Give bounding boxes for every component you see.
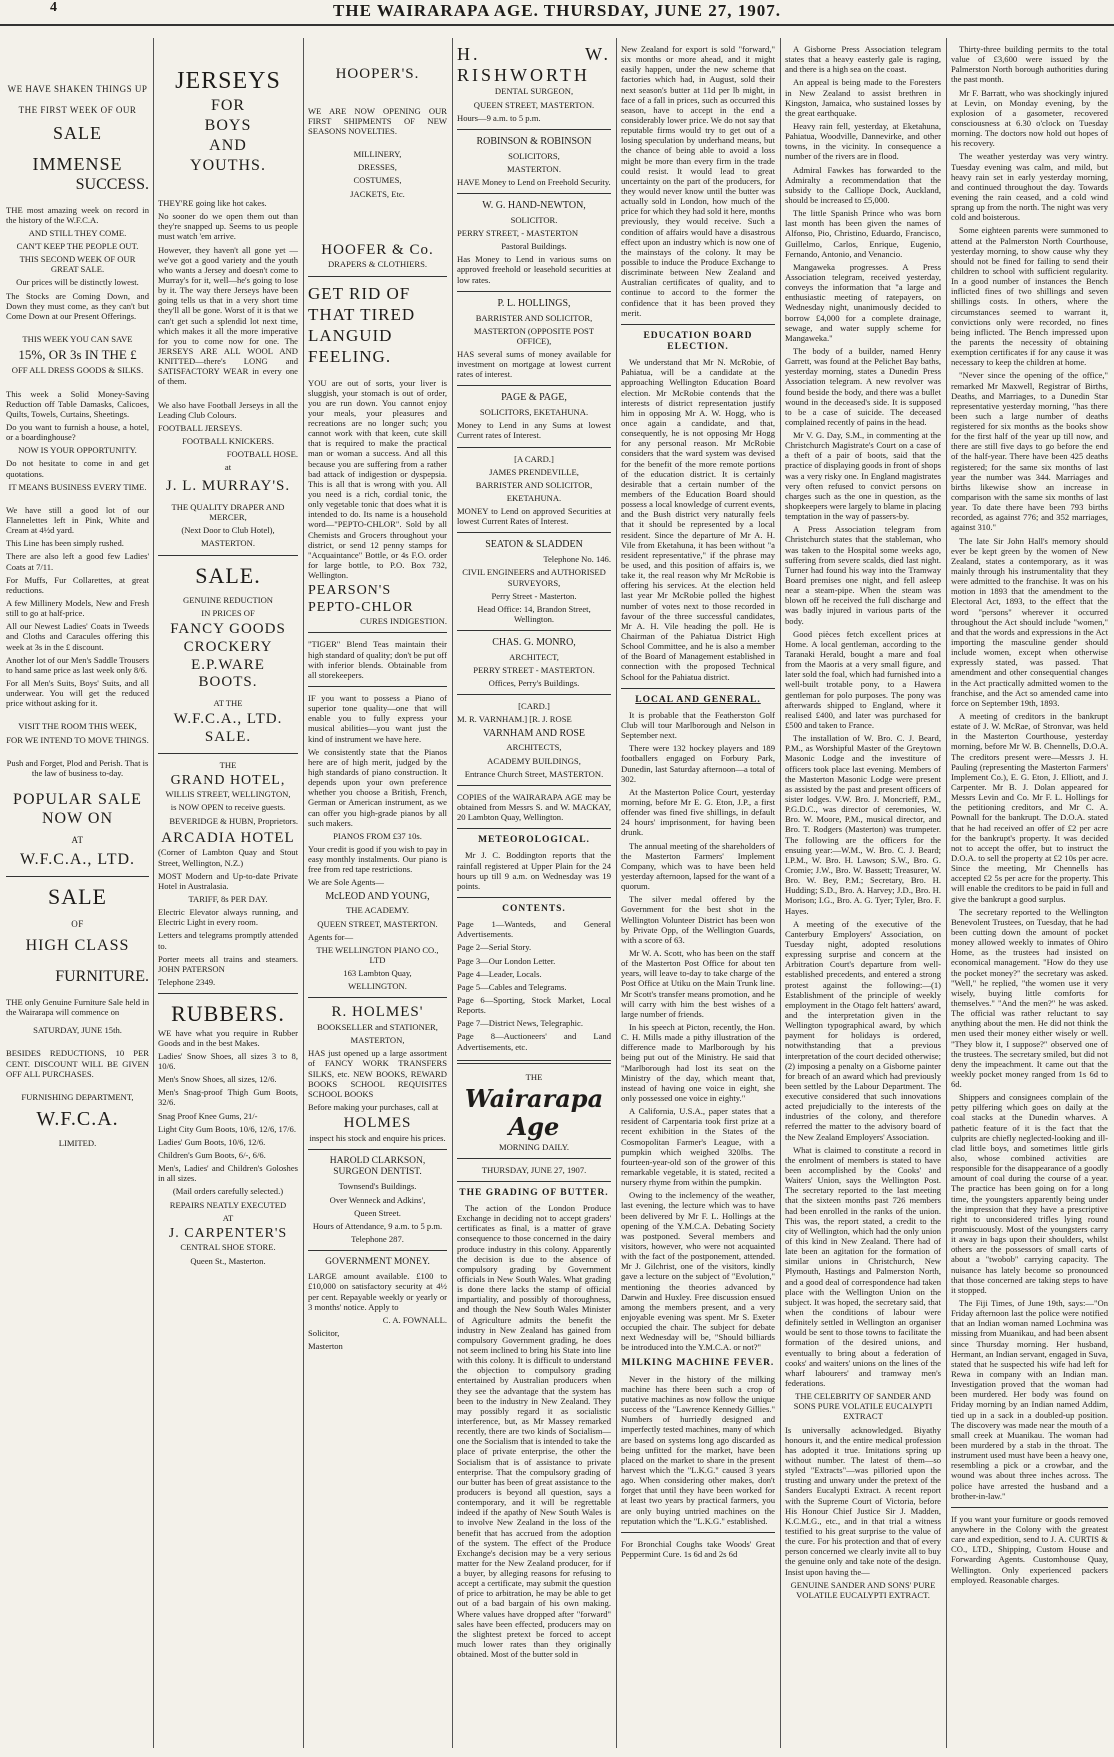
newspaper-title: THE WAIRARAPA AGE. THURSDAY, JUNE 27, 1907. <box>333 1 781 20</box>
news-item: There were 132 hockey players and 189 footballers engaged on Forbury Park, Dunedin, last Saturday afternoon—a total of 302. <box>621 743 775 784</box>
news-item: The weather yesterday was very wintry. Tuesday evening was calm, and mild, but heavy rain set in early yesterday morning, and continued throughout the day. Towards evening the rain ceased, and a cold wind sprang up from the north. The night was very cold and boisterous. <box>951 151 1108 223</box>
body-text: LIMITED. <box>58 1137 97 1148</box>
body-text: SOLICITORS, <box>508 150 560 161</box>
body-text: Masterton <box>308 1341 343 1352</box>
body-text: THE QUALITY DRAPER AND MERCER, <box>171 502 285 523</box>
body-text: Porter meets all trains and steamers. JOHN PATERSON <box>158 953 298 974</box>
get-rid-heading: GET RID OF <box>308 283 411 303</box>
rubbers-heading: RUBBERS. <box>171 1001 285 1027</box>
body-text: Over Wenneck and Adkins', <box>329 1194 426 1205</box>
popular-sale: POPULAR SALE <box>13 790 142 808</box>
body-text: SOLICITOR. <box>510 214 558 225</box>
body-text: YOU are out of sorts, your liver is sluggish, your stomach is out of order, you are run down. You cannot enjoy your meals, your pleasures and recreations are no longer such; you cannot work with that keen, cute skill that is required to make the practical man or woman a success. And all this because you are suffering from a rather bad attack of indigestion or dyspepsia. This is all that is wrong with you. All you need is a rich, cordial tonic, the only vegetable tonic that does what it is intended to do. Its name is a household word—"PEPTO-CHLOR". Sold by all Chemists and Grocers throughout your district, or send 12 penny stamps for "Acquaintance" Bottle, or 4s F.O. order for large bottle, to P.O. Box 732, Wellington. <box>308 377 447 581</box>
column-4-professional-cards <box>457 44 611 1744</box>
contents-item: Page 1—Wanteds, and General Advertisements. <box>457 919 611 940</box>
body-text: HAVE Money to Lend on Freehold Security. <box>457 176 611 187</box>
body-text: THE most amazing week on record in the history of the W.F.C.A. <box>6 204 149 225</box>
news-item: The silver medal offered by the Government for the best shot in the Wellington Volunteer District has been won by Private Opp, of the Wellington Guards, with a score of 63. <box>621 894 775 945</box>
body-text: OFF ALL DRESS GOODS & SILKS. <box>11 365 144 376</box>
body-text: For all Men's Suits, Boys' Suits, and all underwear. You will get the reduced price without asking for it. <box>6 677 149 709</box>
news-item: It is probable that the Featherston Golf Club will tour Marlborough and Nelson in September next. <box>621 709 775 741</box>
education-heading: EDUCATION BOARD ELECTION. <box>643 330 753 352</box>
news-item: An appeal is being made to the Foresters in New Zealand to assist brethren in Kingston, Jamaica, who sustained losses by the great earthquake. <box>785 77 941 118</box>
page-name: PAGE & PAGE, <box>501 392 567 404</box>
immense-heading: IMMENSE <box>32 154 123 175</box>
ep-ware: E.P.WARE <box>191 656 265 673</box>
murray-name: J. L. MURRAY'S. <box>165 478 291 495</box>
body-text: There are also left a good few Ladies' Coats at 7/11. <box>6 551 149 572</box>
body-text: GENUINE REDUCTION <box>183 595 273 606</box>
body-text: COPIES of the WAIRARAPA AGE may be obtained from Messrs S. and W. MACKAY, 20 Lambton Quay, Wellington. <box>457 791 611 823</box>
get-rid-heading: LANGUID <box>308 326 393 345</box>
body-text: FOR WE INTEND TO MOVE THINGS. <box>6 734 149 745</box>
news-item: Mr W. A. Scott, who has been on the staff of the Masterton Post Office for about ten years, will leave to-day to take charge of the Post Office at Utiku on the Main Trunk line. Mr Scott's transfer means promotion, and he will carry with him the best wishes of a large number of friends. <box>621 948 775 1019</box>
varnham-name: VARNHAM AND ROSE <box>482 727 586 739</box>
body-text: We are Sole Agents— <box>308 877 384 888</box>
news-item: At the Masterton Police Court, yesterday morning, before Mr E. G. Eton, J.P., a first offender was fined five shillings, in default 24 hours' imprisonment, for having been drunk. <box>621 786 775 838</box>
body-text: Before making your purchases, call at <box>308 1102 439 1113</box>
high-class: HIGH CLASS <box>25 937 130 955</box>
sale-heading-3: SALE. <box>204 728 252 745</box>
body-text: Queen Street. <box>354 1207 401 1218</box>
sale-heading: SALE <box>53 123 102 144</box>
contents-item: Page 8—Auctioneers' and Land Advertisements, etc. <box>457 1031 611 1052</box>
for-label: FOR <box>210 97 246 114</box>
news-item: The annual meeting of the shareholders of the Masterton Farmers' Implement Company, which was to have been held yesterday afternoon, lapsed for the want of a quorum. <box>621 840 775 892</box>
contents-item: Page 4—Leader, Locals. <box>457 968 542 979</box>
boys-label: BOYS <box>204 117 252 134</box>
body-text: FURNISHING DEPARTMENT, <box>21 1091 134 1102</box>
body-text: CURES INDIGESTION. <box>360 616 447 627</box>
furniture-heading: FURNITURE. <box>55 968 149 986</box>
fancy-goods: FANCY GOODS <box>170 621 286 638</box>
body-text: Offices, Perry's Buildings. <box>488 678 580 689</box>
success-heading: SUCCESS. <box>75 175 149 193</box>
column-6-news <box>785 44 941 1744</box>
body-text: QUEEN STREET, MASTERTON. <box>473 99 595 110</box>
body-text: is NOW OPEN to receive guests. <box>170 802 286 813</box>
body-text: This Line has been simply rushed. <box>6 538 124 549</box>
body-text: (Next Door to Club Hotel), <box>181 525 275 536</box>
newspaper-nameplate: Wairarapa Age <box>464 1083 604 1142</box>
local-general-heading: LOCAL AND GENERAL. <box>635 694 761 705</box>
curtis-advert: If you want your furniture or goods removed anywhere in the Colony with the greatest care and expedition, send to J. A. CURTIS & CO., LTD., Shipping, Custom House and Forwarding Agents. Customhouse Quay, Wellington. Only experienced packers employed. Reasonable charges. <box>951 1513 1108 1585</box>
body-text: PERRY STREET, - MASTERTON <box>457 228 579 239</box>
column-2-murray-advert <box>158 44 298 1744</box>
get-rid-heading: FEELING. <box>308 347 392 367</box>
body-text: WE have what you require in Rubber Goods and in the best Makes. <box>158 1027 298 1048</box>
body-text: MOST Modern and Up-to-date Private Hotel in Australasia. <box>158 870 298 891</box>
body-text: JACKETS, Etc. <box>350 188 405 199</box>
body-text: THIS WEEK YOU CAN SAVE <box>22 333 133 344</box>
column-rule <box>780 38 781 1748</box>
body-text: CAN'T KEEP THE PEOPLE OUT. <box>16 240 139 251</box>
body-text: HAS several sums of money available for investment on mortgage at lowest current rates of interest. <box>457 348 611 380</box>
carpenter-name: J. CARPENTER'S <box>168 1225 288 1241</box>
youths-label: YOUTHS. <box>190 157 266 174</box>
body-text: MASTERTON (OPPOSITE POST OFFICE), <box>473 325 595 346</box>
hollings-name: P. L. HOLLINGS, <box>497 297 571 309</box>
body-text: Men's Snow Shoes, all sizes, 12/6. <box>158 1074 277 1085</box>
body-text: THE <box>219 759 237 770</box>
wfca-name: W.F.C.A., LTD. <box>173 711 283 728</box>
news-item: The little Spanish Prince who was born last month has been given the names of Alfonso, Pio, Christino, Eduardo, Francisco, Guillelmo, Carlos, Enrique, Eugenio, Fernando, Antonio, and Venancio. <box>785 208 941 259</box>
body-text: CIVIL ENGINEERS and AUTHORISED SURVEYORS, <box>462 567 606 588</box>
mcleod-young: McLEOD AND YOUNG, <box>325 890 430 902</box>
column-rule <box>946 38 947 1748</box>
body-text: A few Millinery Models, New and Fresh still to go at half-price. <box>6 597 149 619</box>
news-item: Heavy rain fell, yesterday, at Eketahuna, Pahiatua, Woodville, Dannevirke, and other towns, in the vicinity. In consequence a number of the rivers are in flood. <box>785 120 941 162</box>
monro-name: CHAS. G. MONRO, <box>492 637 576 649</box>
body-text: AT THE <box>213 698 243 709</box>
body-text: TARIFF, 8s PER DAY. <box>188 894 268 904</box>
body-text: LARGE amount available. £100 to £10,000 on satisfactory security at 4½ per cent. Repayable weekly or yearly or 3 months' notice. Apply to <box>308 1271 447 1312</box>
clarkson-name: HAROLD CLARKSON, SURGEON DENTIST. <box>329 1156 426 1178</box>
news-item: A Gisborne Press Association telegram states that a heavy easterly gale is raging, and there is a high sea on the coast. <box>785 44 941 75</box>
body-text: THE WELLINGTON PIANO CO., LTD <box>316 944 439 965</box>
body-text: SOLICITORS, EKETAHUNA. <box>479 407 589 418</box>
body-text: FOOTBALL HOSE. <box>226 449 298 460</box>
body-text: inspect his stock and enquire his prices. <box>309 1132 446 1143</box>
news-item: A meeting of creditors in the bankrupt estate of J. W. McRae, of Stronvar, was held in the Masterton Courthouse, yesterday morning, before Mr W. B. Chennells, D.O.A. The creditors present were—Messrs J. H. Pauling (representing the Masterton Farmers' Implement Co.), E. G. Eton, J. Elliott, and J. Carpenter. Mr B. J. Dolan appeared for Messrs Levin and Co. Mr F. L. Hollings for the petitioning creditors, and Mr C. A. Pownall for the bankrupt. The D.O.A. stated that he had received an offer of £2 per acre for the bankrupt's property. It was decided not to accept the offer, but to instruct the D.O.A. to sell the property at £2 10s per acre. Since the meeting, Mr Chennells has accepted £2 5s per acre for the property. This will enable the creditors to be paid in full and give the bankrupt a good surplus. <box>951 711 1108 904</box>
news-item: A California, U.S.A., paper states that a resident of Carpentaria took first prize at a recent exhibition in the States of the Cosmopolitan Farmer's League, with a pumpkin which weighed 320lbs. The fourteen-year-old son of the grower of this remarkable vegetable, it is stated, recited a nursery rhyme from within the pumpkin. <box>621 1106 775 1188</box>
news-item: A Press Association telegram from Christchurch states that the stableman, who was taken to the Hospital some weeks ago, suffering from severe scalds, died last night. Turner had found his way into the Tramway Board premises one night, and fell asleep near a steam-pipe. When the steam was blown off he received the full discharge and was badly injured in various parts of the body. <box>785 524 941 626</box>
body-text: Telephone 287. <box>351 1233 404 1244</box>
body-text: BOOKSELLER and STATIONER, <box>317 1022 438 1033</box>
column-rule <box>616 38 617 1748</box>
body-text: New Zealand for export is sold "forward," six months or more ahead, and it might easily happen, under the new scheme that factories which had, in August, sold their next season's butter at 11d per lb might, in face of a fall in prices, such as occurred this season, have to accept in the end a considerably lower price. We do not say that reputable firms would try to get out of a losing speculation by underhand means, but the chance of being able to avoid a loss might be more than every firm in the trade could resist. It would lead to great uncertainty on the part of the producers, for they would never know until the butter was actually sold in London, how much of the price for which they had sold it here, months previously, they would receive. Such a condition of affairs would have a disastrous effect upon an industry which is now one of the mainstays of the colony. It may be possible to induce the Produce Exchange to discriminate between New Zealand and Australian certificates of quality, and to continue to accord to the former the confidence that it has been proved they merit. <box>621 44 775 318</box>
body-text: Hours of Attendance, 9 a.m. to 5 p.m. <box>312 1220 443 1231</box>
body-text: This week a Solid Money-Saving Reduction off Table Damasks, Calicoes, Quilts, Towels, Curtains, Sheetings. <box>6 388 149 419</box>
body-text: IF you want to possess a Piano of superior tone quality—one that will enable you to fully express your musical abilities—you want just the kind of instrument we have here. <box>308 693 447 744</box>
news-item: Some eighteen parents were summoned to attend at the Palmerston North Courthouse, yesterday morning, to show cause why they should not be fined for failing to send their children to school with sufficient regularity. In a good number of instances the Bench inflicted fines of two shillings and seven shillings costs. In others, where the circumstances seemed to warrant it, convictions only were recorded, no fines being inflicted. The Bench impressed upon the parents the necessity of obtaining exemption certificates if for any cause it was necessary to keep the children at home. <box>951 225 1108 368</box>
news-item: A meeting of the executive of the Canterbury Employers' Association, on Tuesday night, adopted resolutions expressing surprise and concern at the Arbitration Court's departure from well-established precedents, and entered a strong protest against the following:—(1) Establishment of the principle of weekly employment in the Otago felt hatters' award, and the interpretation given in the Wellington typographical award, by which payment for holidays is ordered, notwithstanding that a previous interpretation of the court decided otherwise; (2) imposing a penalty on a Gisborne painter for breach of an award which had previously been settled by the Labour Department. The executive considered that such innovations acted prejudicially to the interests of the industries of the colony, and therefore referred the matter to the advisory board of the New Zealand Employers' Association. <box>785 918 941 1142</box>
robinson-name: ROBINSON & ROBINSON <box>476 135 592 147</box>
body-text: QUEEN STREET, MASTERTON. <box>317 918 438 929</box>
body-text: MILLINERY, <box>353 149 402 160</box>
body-text: Your credit is good if you wish to pay in easy monthly instalments. Our piano is free from red tape restrictions. <box>308 844 447 875</box>
now-on: NOW ON <box>41 809 114 827</box>
crockery: CROCKERY <box>183 639 273 656</box>
column-rule <box>153 38 154 1748</box>
body-text: For Bronchial Coughs take Woods' Great Peppermint Cure. 1s 6d and 2s 6d <box>621 1538 775 1559</box>
body-text: 163 Lambton Quay, <box>343 968 412 979</box>
body-text: C. A. FOWNALL. <box>382 1314 447 1325</box>
body-text: Telephone No. 146. <box>543 554 611 565</box>
sale-heading: SALE. <box>195 562 261 588</box>
body-text: THE ACADEMY. <box>346 905 409 916</box>
intro-line: THE FIRST WEEK OF OUR <box>18 104 137 115</box>
of-label: OF <box>71 918 84 929</box>
body-text: (Mail orders carefully selected.) <box>172 1186 284 1197</box>
jerseys-heading: JERSEYS <box>175 68 281 94</box>
at-label: AT <box>71 834 84 845</box>
holmes-name: R. HOLMES' <box>331 1004 424 1021</box>
body-text: THE <box>525 1071 543 1082</box>
body-text: Agents for— <box>308 931 354 942</box>
body-text: Push and Forget, Plod and Perish. That is the law of business to-day. <box>6 757 149 778</box>
body-text: Electric Elevator always running, and Electric Light in every room. <box>158 907 298 928</box>
body-text: MASTERTON, <box>350 1035 405 1046</box>
body-text: REPAIRS NEATLY EXECUTED <box>169 1199 287 1210</box>
body-text: (Corner of Lambton Quay and Stout Street, Wellington, N.Z.) <box>158 847 298 868</box>
body-text: Children's Gum Boots, 6/-, 6/6. <box>158 1150 266 1161</box>
boots: BOOTS. <box>198 674 258 691</box>
body-text: Men's Snag-proof Thigh Gum Boots, 32/6. <box>158 1087 298 1108</box>
body-text: DENTAL SURGEON, <box>494 86 574 97</box>
body-text: MASTERTON. <box>507 163 561 174</box>
contents-item: Page 7—District News, Telegraphic. <box>457 1018 583 1029</box>
body-text: MASTERTON. <box>201 538 255 549</box>
discount-line: 15%, OR 3s IN THE £ <box>18 347 137 363</box>
body-text: CENTRAL SHOE STORE. <box>180 1242 276 1253</box>
body-text: Pastoral Buildings. <box>501 241 567 252</box>
body-text: IT MEANS BUSINESS EVERY TIME. <box>8 481 147 492</box>
hoofer-name: HOOFER & Co. <box>321 241 434 258</box>
news-item: Good pièces fetch excellent prices at Home. A local gentleman, according to the Taranaki Herald, bought a mare and foal from the Maoris at a very small figure, and later sold the foal, which had furnished into a well-built trotable pony, to a Hawera gentleman for polo purposes. The pony was afterwards shipped to England, where it realised £400, and later was purchased for £500 and taken to France. <box>785 628 941 730</box>
contents-item: Page 3—Our London Letter. <box>457 955 556 966</box>
body-text: We consistently state that the Pianos here are of high merit, judged by the high standards of piano construction. It depends upon your own preference whether you choose a British, French, German or American instrument, as we can offer you high-grade pianos by all such makers. <box>308 746 447 828</box>
issue-date: THURSDAY, JUNE 27, 1907. <box>481 1164 587 1175</box>
body-text: We have still a good lot of our Flannelettes left in Pink, White and Cream at 4½d yard. <box>6 504 149 536</box>
body-text: WE ARE NOW OPENING OUR FIRST SHIPMENTS OF NEW SEASONS NOVELTIES. <box>308 105 447 136</box>
body-text: For Muffs, Fur Collarettes, at great reductions. <box>6 574 149 595</box>
body-text: M. R. VARNHAM.] [R. J. ROSE <box>457 714 572 725</box>
contents-item: Page 5—Cables and Telegrams. <box>457 981 567 992</box>
news-item: Shippers and consignees complain of the petty pilfering which goes on daily at the coal stacks at the Dunedin wharves. A pathetic feature of it is the fact that the culprits are chiefly neglected-looking and ill-clad little boys, and sometimes little girls also, whose combined activities are responsible for the disappearance of a goodly amount of coal during the course of a year. The practice has been going on for a long time, the youngsters apparently being under the impression that they have a prescriptive right to unconsidered trifles lying round promiscuously. Most of the youngsters carry it away in bags upon their shoulders, whilst others are the possessors of small carts of about a "twobob" carrying capacity. The nuisance has lately become so pronounced that those concerned are taking steps to have it stopped. <box>951 1092 1108 1295</box>
body-text: COSTUMES, <box>353 175 402 186</box>
body-text: Snag Proof Knee Gums, 21/- <box>158 1110 258 1121</box>
body-text: Ladies' Gum Boots, 10/6, 12/6. <box>158 1136 266 1147</box>
hand-newton-name: W. G. HAND-NEWTON, <box>482 200 586 212</box>
body-text: Another lot of our Men's Saddle Trousers to hand same price as last week only 8/6. <box>6 654 149 675</box>
body-text: WELLINGTON. <box>348 981 407 992</box>
intro-line: WE HAVE SHAKEN THINGS UP <box>7 84 148 94</box>
body-text: EKETAHUNA. <box>506 493 562 504</box>
news-item: What is claimed to constitute a record in the enrolment of members is stated to have been accomplished by the Cooks' and Waiters' Union, says the Wellington Post. The secretary reported to the last meeting that the sixteen months past 726 members had been enrolled in the ranks of the union. This was, the report stated, a credit to the city of Wellington, which had the only union of this kind in New Zealand. There had of late been an agitation for the formation of similar unions in Christchurch, New Plymouth, Hastings and Palmerston North, and a good deal of correspondence had taken place with the Wellington Union on the subject. It was hoped, the secretary said, that when the conditions of labour were definitely settled in Wellington an organiser would be sent to those towns to facilitate the formation of the desired unions, and eventually to bring about a federation of cooks' and waiters' unions on the lines of the wharf labourers' and tramway men's federations. <box>785 1144 941 1388</box>
body-text: Our prices will be distinctly lowest. <box>16 277 139 288</box>
body-text: HAS just opened up a large assortment of FANCY WORK TRANSFERS SILKS, etc. NEW BOOKS, REWARD BOOKS SCHOOL REQUISITES SCHOOL BOOKS <box>308 1048 447 1099</box>
body-text: Never in the history of the milking machine has there been such a crop of putative machines as now follow the unique success of the "Lawrence Kennedy Gillies." Numbers of hurriedly designed and imperfectly tested machines, many of which are based on systems long ago discarded as being unfitted for the market, have been placed on the market to share in the present harvest which the "L.K.G." caused 3 years ago. When considering other makes, don't forget that until they have been worked for at least two years by practical farmers, you are only buying untried machines on the reputation which the "L.K.G." established. <box>621 1373 775 1526</box>
news-item: The secretary reported to the Wellington Benevolent Trustees, on Tuesday, that he had been cutting down the amount of pocket money allowed weekly to inmates of Ohiro Home, as the trustees had insisted on economical management. "How do they use the pocket money?" the secretary was asked. "Well," he replied, "the women use it very wisely, buying little comforts for themselves." "And the men?" he was asked. The official was rather reluctant to say anything about the men. He did not think the men used their money either wisely or well. "They blow it, I suppose?" observed one of the trustees. The secretary smiled, but did not deny the impeachment. It came out that the weekly pocket money ranged from 1s 6d to 6d. <box>951 906 1108 1090</box>
govt-money: GOVERNMENT MONEY. <box>325 1257 430 1268</box>
body-text: DRESSES, <box>358 162 397 173</box>
column-7-news <box>951 44 1108 1744</box>
contents-heading: CONTENTS. <box>502 904 566 914</box>
column-3-adverts <box>308 44 447 1744</box>
body-text: THIS SECOND WEEK OF OUR GREAT SALE. <box>19 254 136 275</box>
body-text: THEY'RE going like hot cakes. <box>158 198 267 208</box>
news-item: The installation of W. Bro. C. J. Beard, P.M., as Worshipful Master of the Greytown Masonic Lodge and the investiture of officers took place last evening. Members of the Masterton Masonic Lodge were present as assisted by the past and present officers of sister lodges. V.W. Bro. J. Moncrieff, P.M., P.G.D.C., was director of ceremonies, W. Bro. W. Moore, P.M., musical director, and Bro. T. Rodgers (Masterton) was trumpeter. The following are the officers for the ensuing year:—W.M., W. Bro. C. J. Beard; I.P.M., W. Bro. H. Lawson; S.W., Bro. G. Cromie; J.W., Bro. W. Bassett; Treasurer, W. Bro. W. Bey, P.M.; Secretary, Bro. H. Hudding; S.D., Bro. A. Harvey; J.D., Bro. H. Morison; I.G., Bro. A. G. Tyer; Tyler, Bro. F. Hayes. <box>785 733 941 916</box>
body-text: Do not hesitate to come in and get quotations. <box>6 458 149 479</box>
body-text: We understand that Mr N. McRobie, of Pahiatua, will be a candidate at the approaching Wellington Education Board election. Mr McRobie contends that the interests of district representation justify him in opposing Mr A. W. Hogg, who is once again a candidate, and that, consequently, he is not opposing Mr Hogg for any personal reason. Mr McRobie considers that the ward system was devised for the benefit of the more remote portions of the education district. It is certainly desirable that a certain number of the members of the Education Board should possess a local knowledge of current events, and the Bush district very naturally feels that it should be represented by a local resident. Since the departure of Mr A. H. Vile from Eketahuna, it has been without "a resident representative," if the phrase may be used, and this position of affairs is, we take it, the real reason why Mr McRobie is offering his services. At the election held last year Mr McRobie polled the highest number of votes next to those recorded in favour of the three successful candidates, Mr A. H. Vile heading the poll. He is Chairman of the Pahiatua District High School Committee, and he is also a member of the Board of Management established in connection with the proposed Technical School for the Pahiatua district. <box>621 357 775 682</box>
body-text: Has Money to Lend in various sums on approved freehold or leasehold securities at low rates. <box>457 254 611 285</box>
holmes-name-2: HOLMES <box>343 1115 412 1132</box>
body-text: PIANOS FROM £37 10s. <box>333 830 422 841</box>
news-item: Mr V. G. Day, S.M., in commenting at the Christchurch Magistrate's Court on a case of a theft of a pair of boots, said that the practice of displaying goods in front of shops was a very risky one. In England magistrates very often refused to convict persons on charges such as the one in question, as the shopkeepers were largely to blame in placing temptation in the way of passers-by. <box>785 430 941 522</box>
body-text: WILLIS STREET, WELLINGTON, <box>165 789 291 800</box>
body-text: BESIDES REDUCTIONS, 10 PER CENT. DISCOUNT WILL BE GIVEN OFF ALL PURCHASES. <box>6 1048 149 1079</box>
news-item: The late Sir John Hall's memory should ever be kept green by the women of New Zealand, states a contemporary, as it was mainly through his instrumentality that they were admitted to the franchise. It was on his motion in 1893 that the amendment to the Electoral Act, 1893, to the effect that the word "persons" wherever it occurred throughout the Act should include "women," and that the words and expressions in the Act importing the masculine gender should include women, except when otherwise expressly stated, was passed. That amendment and other consequential changes in the Act practically admitted women to the franchise, and the Act so amended came into force on September 19th, 1893. <box>951 535 1108 708</box>
body-text: JAMES PRENDEVILLE, <box>489 466 579 477</box>
seaton-name: SEATON & SLADDEN <box>485 539 583 551</box>
body-text: Is universally acknowledged. Biyathy honours it, and the entire medical profession has adopted it true. Imitations spring up without number. The latest of them—so styled "Extracts"—was pilloried upon the trusting and unwary under the pretext of the Sanders Eucalypti Extract. A recent report with the Supreme Court of Victoria, before His Honour Chief Justice Sir J. Madden, K.C.M.G., etc., and in that trial a witness testified to his great surprise to the value of the cure. For his protection and that of every person concerned we clearly invite all to buy the genuine only and take note of the design. Insist upon having the— <box>785 1424 941 1577</box>
body-text: ACADEMY BUILDINGS, <box>487 755 581 766</box>
meteorological-heading: METEOROLOGICAL. <box>478 835 590 846</box>
body-text: All our Newest Ladies' Coats in Tweeds and Cloths and Caracules offering this week at 3s in the £ discount. <box>6 621 149 652</box>
pepto-chlor: PEPTO-CHLOR <box>308 599 414 615</box>
sale-heading-2: SALE <box>48 884 107 910</box>
body-text: BEVERIDGE & HUBN, Proprietors. <box>169 815 298 826</box>
body-text: IN PRICES OF <box>201 608 255 619</box>
body-text: Solicitor, <box>308 1328 340 1339</box>
body-text: NOW IS YOUR OPPORTUNITY. <box>18 445 137 456</box>
body-text: VISIT THE ROOM THIS WEEK, <box>18 721 137 732</box>
pearson-name: PEARSON'S <box>308 583 392 599</box>
body-text: The action of the London Produce Exchange in deciding not to accept graders' certificates as final, is a matter of grave consequence to those concerned in the dairy produce industry in this colony. Apparently the decision is due to the absence of compulsory grading by Government officials in New South Wales. What grading is done there lacks the stamp of official impartiality, and possibly of thoroughness, and though the New South Wales Minister of Agriculture admits the benefit the industry in New Zealand has gained from compulsory Government grading, he does not seem inclined to bring his State into line with this colony. It is difficult to understand the objection to compulsory grading entertained by Australian producers when they see the advantage that the system has been to the industry in New Zealand. They may possibly regard it as socialistic interference, but, as Mr Massey remarked recently, there are two kinds of Socialism—one the Socialism that is intended to take the place of private enterprise, the other the Socialism that is of assistance to private enterprise. That the compulsory grading of our butter has been of great assistance to the producers is beyond all question, says a contemporary, and it will be regrettable indeed if the apathy of New South Wales is to involve New Zealand in the loss of the benefit that has accrued from the adoption of the system. The effect of the Produce Exchange's decision may be a very serious matter for the New Zealand producer, for if a buyer, by alleging reasons for refusing to accept a certificate, may submit the question of price to arbitration, he may be able to get out of a bad bargain of his own making. Where values have dropped after "forward" sales have been effected, producers may on the slightest pretext be forced to accept much lower rates than they originally obtained. Most of the butter sold in <box>457 1203 611 1660</box>
wfca-name-2: W.F.C.A. <box>36 1108 119 1131</box>
news-item: Owing to the inclemency of the weather, last evening, the lecture which was to have been delivered by Mr F. L. Hollings at the opening of the Y.M.C.A. Debating Society was postponed. Several members and visitors, however, who were not acquainted with the fact of the postponement, attended. Mr J. Gilchrist, one of the visitors, kindly gave a lecture on the subject of "Evolution," mentioning the theories advanced by Darwin and Huxley. Free discussion ensued among the members present, and a very enjoyable evening was spent. Mr S. Exeter occupied the chair. The subject for debate next Wednesday will be, "Should billiards be introduced into the Y.M.C.A. or not?" <box>621 1190 775 1353</box>
body-text: However, they haven't all gone yet —we've got a good variety and the youth who wants a Jersey and doesn't come to Murray's for it, well—he's going to lose by it. The way there Jerseys have been going tells us that in a very short time they'll all be gone. Worst of it is that we can't get such a splendid lot next time, which makes it all the more imperative for you to come now for one. The JERSEYS ARE ALL WOOL AND KNITTED—there's LONG and SATISFACTORY WEAR in every one of them. <box>158 244 298 387</box>
body-text: Telephone 2349. <box>158 976 216 987</box>
sander-caption: GENUINE SANDER AND SONS' PURE VOLATILE EUCALYPTI EXTRACT. <box>790 1579 936 1600</box>
body-text: PERRY STREET - MASTERTON. <box>473 665 595 676</box>
body-text: The Stocks are Coming Down, and Down they must come, as they can't but Come Down at our Present Offerings. <box>6 290 149 321</box>
body-text: Light City Gum Boots, 10/6, 12/6, 17/6. <box>158 1123 296 1134</box>
news-item: In his speech at Picton, recently, the Hon. C. H. Mills made a pithy illustration of the difference made to Marlborough by his being put out of the Ministry. He said that "Marlborough had lost its seat on the Ministry of the day, which meant that, instead of having one voice in eight, she only possessed one voice in eighty." <box>621 1021 775 1103</box>
body-text: MONEY to Lend on approved Securities at lowest Current Rates of Interest. <box>457 506 611 527</box>
body-text: Head Office: 14, Brandon Street, Wellington. <box>477 603 591 624</box>
body-text: [CARD.] <box>518 701 550 712</box>
body-text: at <box>224 462 232 473</box>
body-text: DRAPERS & CLOTHIERS. <box>327 259 428 270</box>
body-text: AND STILL THEY COME. <box>28 227 127 238</box>
news-item: The Fiji Times, of June 19th, says:—"On Friday afternoon last the police were notified that an Indian woman named Lochmina was missing from Muanikau, and had been absent since Thursday morning. Her husband, Hermant, an Indian servant, engaged in Suva, stated that he suspected his wife had left for Rewa in company with an Indian man. Investigation proved that the woman had been murdered. Her body was found on Friday morning by an Indian named Addim, tied up in a sack in a doubled-up position. The discovery was made near the mouth of a small creek at Muanikau. The woman had been murdered by a stab in the throat. The instrument used must have been a heavy one, resembling a pick or a crowbar, and the wound was about three inches across. The police have arrested the husband and a brother-in-law." <box>951 1298 1108 1501</box>
sale-date: SATURDAY, JUNE 15th. <box>33 1025 122 1036</box>
grand-hotel: GRAND HOTEL, <box>170 772 286 788</box>
column-5-editorial <box>621 44 775 1744</box>
body-text: Mr J. C. Boddington reports that the rainfall registered at Upper Plain for the 24 hours up till 9 a.m. on Wednesday was 19 points. <box>457 850 611 891</box>
body-text: "TIGER" Blend Teas maintain their high standard of quality; don't be put off with inferior blends. Obtainable from all storekeepers. <box>308 639 447 680</box>
body-text: Perry Street - Masterton. <box>491 590 577 601</box>
body-text: ARCHITECTS, <box>506 742 562 753</box>
news-item: Admiral Fawkes has forwarded to the Admiralty a recommendation that the subsidy to the Calliope Dock, Auckland, should be increased to £5,000. <box>785 164 941 205</box>
wfca-name: W.F.C.A., LTD. <box>19 851 136 869</box>
and-label: AND <box>209 137 247 154</box>
news-item: The body of a builder, named Henry Garrett, was found at the Pelichet Bay baths, yesterday morning, states a Dunedin Press Association telegram. A new revolver was found beside the body, and there was a bullet wound in the deceased's side. It is supposed to be a case of suicide. The deceased complained recently of pains in the head. <box>785 345 941 427</box>
body-text: THE only Genuine Furniture Sale held in the Wairarapa will commence on <box>6 997 149 1018</box>
body-text: Entrance Church Street, MASTERTON. <box>464 768 604 779</box>
body-text: Letters and telegrams promptly attended to. <box>158 930 298 951</box>
get-rid-heading: THAT TIRED <box>308 304 416 324</box>
body-text: BARRISTER AND SOLICITOR, <box>475 479 593 490</box>
column-1-wfca-advert <box>6 44 149 1744</box>
news-item: Mr F. Barratt, who was shockingly injured at Levin, on Monday evening, by the explosion of a gasometer, recovered consciousness at 6.30 o'clock on Tuesday morning. The doctors now hold out hopes of his recovery. <box>951 87 1108 149</box>
body-text: Townsend's Buildings. <box>338 1181 417 1192</box>
body-text: MORNING DAILY. <box>498 1141 570 1152</box>
body-text: We also have Football Jerseys in all the Leading Club Colours. <box>158 399 298 420</box>
body-text: Queen St., Masterton. <box>190 1255 266 1266</box>
milking-heading: MILKING MACHINE FEVER. <box>621 1358 775 1369</box>
page-number: 4 <box>50 0 57 15</box>
body-text: No sooner do we open them out than they're snapped up. Seems to us people must watch 'em arrive. <box>158 211 298 242</box>
body-text: Hours—9 a.m. to 5 p.m. <box>457 112 541 123</box>
body-text: Ladies' Snow Shoes, all sizes 3 to 8, 10/6. <box>158 1050 298 1072</box>
rishworth-name: H. W. RISHWORTH <box>457 44 611 86</box>
contents-item: Page 6—Sporting, Stock Market, Local Reports. <box>457 995 611 1016</box>
body-text: BARRISTER AND SOLICITOR, <box>475 312 593 323</box>
body-text: FOOTBALL JERSEYS. <box>158 422 243 433</box>
hooper-heading: HOOPER'S. <box>335 66 420 82</box>
body-text: [A CARD.] <box>514 453 554 464</box>
body-text: Money to Lend in any Sums at lowest Current rates of Interest. <box>457 420 611 441</box>
body-text: Do you want to furnish a house, a hotel, or a boardinghouse? <box>6 422 149 443</box>
masthead <box>0 0 1114 26</box>
body-text: Men's, Ladies' and Children's Goloshes in all sizes. <box>158 1163 298 1184</box>
news-item: Mangaweka progresses. A Press Association telegram, received yesterday, conveys the information that "a large and enthusiastic meeting of ratepayers, on Wednesday night, unanimously decided to borrow £4,000 for a complete drainage, sewage, and water supply scheme for Mangaweka." <box>785 261 941 343</box>
sander-heading: THE CELEBRITY OF SANDER AND SONS PURE VOLATILE EUCALYPTI EXTRACT <box>793 1391 933 1422</box>
body-text: FOOTBALL KNICKERS. <box>182 435 274 446</box>
contents-item: Page 2—Serial Story. <box>457 942 532 953</box>
news-item: "Never since the opening of the office," remarked Mr Maxwell, Registrar of Births, Deaths, and Marriages, to a Dunedin Star representative yesterday morning, "has there been such a large number of deaths registered for six months as the books show for the first half of the year up till now, and there are still five days to go before the end of the half-year. There have been 425 deaths registered; for the same six months of last year the number was 344. Marriages and births likewise show an increase in comparison with the same six months of last year. To date there have been 793 births recorded, as against 776; and 352 marriages, against 310." <box>951 370 1108 533</box>
body-text: ARCHITECT, <box>509 651 559 662</box>
column-rule <box>452 38 453 1748</box>
body-text: AT <box>222 1212 234 1223</box>
news-item: Thirty-three building permits to the total value of £3,600 were issued by the Palmerston North borough authorities during the past month. <box>951 44 1108 85</box>
grading-heading: THE GRADING OF BUTTER. <box>459 1187 609 1198</box>
arcadia-hotel: ARCADIA HOTEL <box>161 829 295 846</box>
column-rule <box>303 38 304 1748</box>
